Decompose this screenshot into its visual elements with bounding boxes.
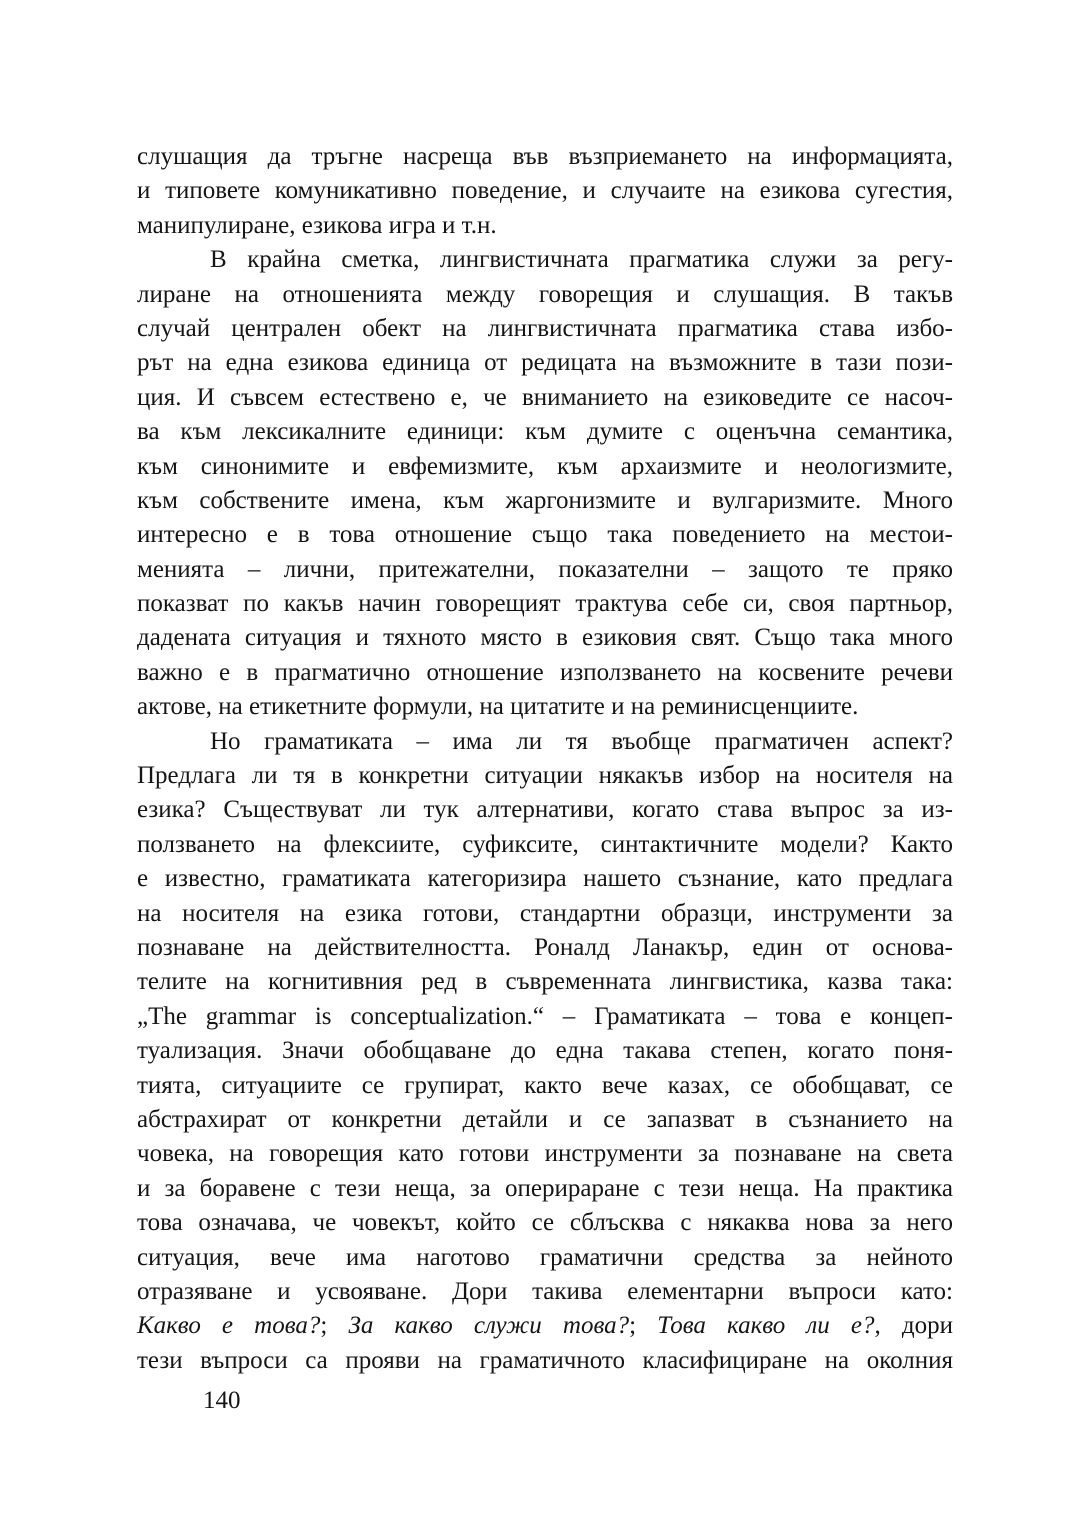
paragraph-first-line: В крайна сметка, лингвистичната прагматика служи за регу- — [210, 246, 953, 274]
text-line: „The grammar is conceptualization.“ – Граматиката – това е концеп- — [137, 1002, 953, 1030]
separator-text: ; — [320, 1312, 349, 1340]
text-line: тията, ситуациите се групират, както вече казах, се обобщават, се — [137, 1071, 953, 1099]
page-number: 140 — [203, 1387, 241, 1414]
text-line: телите на когнитивния ред в съвременната лингвистика, казва така: — [137, 968, 953, 996]
paragraph-first-line: Но граматиката – има ли тя въобще прагматичен аспект? — [210, 727, 953, 755]
text-line-with-italic-questions — [137, 1309, 953, 1343]
text-line: и за боравене с тези неща, за оперираране с тези неща. На практика — [137, 1174, 953, 1202]
text-line: към собствените имена, към жаргонизмите и вулгаризмите. Много — [137, 486, 953, 514]
text-line: отразяване и усвояване. Дори такива елементарни въпроси като: — [137, 1277, 953, 1305]
text-line: към синонимите и евфемизмите, към архаизмите и неологизмите, — [137, 452, 953, 480]
text-line: Предлага ли тя в конкретни ситуации някакъв избор на носителя на — [137, 762, 953, 790]
separator-text: ; — [629, 1312, 658, 1340]
text-line: на носителя на езика готови, стандартни образци, инструменти за — [137, 899, 953, 927]
italic-question: Какво е това? — [137, 1312, 321, 1340]
text-line: дадената ситуация и тяхното място в езиковия свят. Също така много — [137, 624, 953, 652]
text-line: актове, на етикетните формули, на цитатите и на реминисценциите. — [137, 693, 859, 721]
page-body-text — [137, 140, 953, 1378]
text-line: менията – лични, притежателни, показателни – защото те пряко — [137, 555, 953, 583]
text-line: слушащия да тръгне насреща във възприемането на информацията, — [137, 143, 953, 170]
text-line: абстрахират от конкретни детайли и се запазват в съзнанието на — [137, 1105, 953, 1133]
italic-question: За какво служи това? — [348, 1312, 630, 1340]
text-line: ция. И съвсем естествено е, че вниманието на езиковедите се насоч- — [137, 383, 953, 411]
text-line: важно е в прагматично отношение използването на косвените речеви — [137, 658, 953, 686]
text-line: случай централен обект на лингвистичната прагматика става избо- — [137, 314, 953, 342]
text-line: рът на една езикова единица от редицата на възможните в тази пози- — [137, 349, 953, 377]
text-line: и типовете комуникативно поведение, и случаите на езикова сугестия, — [137, 177, 953, 205]
text-line: това означава, че човекът, който се сблъсква с някаква нова за него — [137, 1209, 953, 1237]
text-line: е известно, граматиката категоризира нашето съзнание, като предлага — [137, 865, 953, 893]
text-line: показват по какъв начин говорещият трактува себе си, своя партньор, — [137, 590, 953, 618]
text-line: езика? Съществуват ли тук алтернативи, когато става въпрос за из- — [137, 796, 953, 824]
text-line: познаване на действителността. Роналд Ланакър, един от основа- — [137, 933, 953, 961]
text-line: човека, на говорещия като готови инструменти за познаване на света — [137, 1140, 953, 1168]
text-line: манипулиране, езикова игра и т.н. — [137, 211, 497, 239]
text-line: ползването на флексиите, суфиксите, синтактичните модели? Както — [137, 830, 953, 858]
text-line: ва към лексикалните единици: към думите с оценъчна семантика, — [137, 418, 953, 446]
trailing-text: , дори — [874, 1312, 953, 1340]
italic-question: Това какво ли е? — [657, 1312, 875, 1340]
text-line: лиране на отношенията между говорещия и слушащия. В такъв — [137, 280, 953, 308]
text-line: ситуация, вече има наготово граматични средства за нейното — [137, 1243, 953, 1271]
text-line: тези въпроси са прояви на граматичното класифициране на околния — [137, 1346, 953, 1374]
text-line: туализация. Значи обобщаване до една такава степен, когато поня- — [137, 1037, 953, 1065]
text-line: интересно е в това отношение също така поведението на местои- — [137, 521, 953, 549]
